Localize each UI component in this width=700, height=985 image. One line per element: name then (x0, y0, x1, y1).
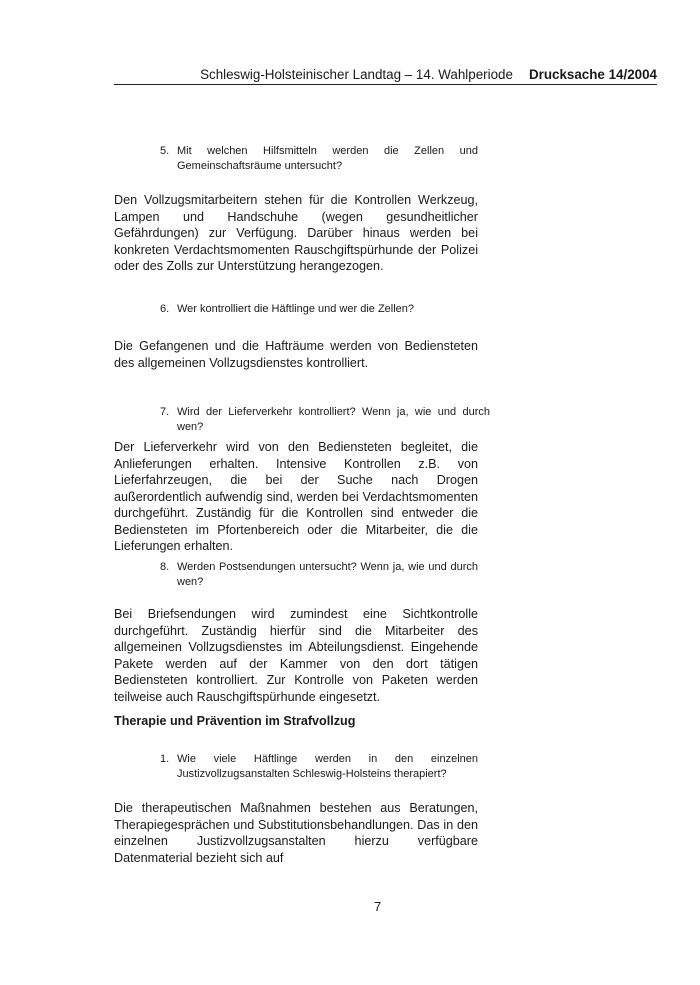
question-number: 5. (160, 145, 170, 157)
answer-6: Die Gefangenen und die Hafträume werden von Bediensteten des allgemeinen Vollzugsdienstes kontrolliert. (114, 339, 478, 370)
question-text: Wer kontrolliert die Häftlinge und wer die Zellen? (177, 303, 415, 315)
question-number: 8. (160, 561, 170, 573)
page-header (114, 66, 657, 83)
header-title: Schleswig-Holsteinischer Landtag – 14. Wahlperiode (200, 67, 513, 82)
question-7 (160, 405, 490, 435)
question-number: 1. (160, 753, 170, 765)
page-number: 7 (374, 899, 382, 914)
header-rule (114, 84, 657, 85)
header-document-number: Drucksache 14/2004 (528, 67, 657, 82)
section-answer-1: Die therapeutischen Maßnahmen bestehen aus Beratungen, Therapiegesprächen und Substitutionsbehandlungen. Das in den einzelnen Justizvollzugsanstalten hierzu verfügbare Datenmaterial bezieht sich auf (114, 801, 478, 865)
section-question-1 (160, 752, 478, 782)
answer-5: Den Vollzugsmitarbeitern stehen für die Kontrollen Werkzeug, Lampen und Handschuhe (wegen gesundheitlicher Gefährdungen) zur Verfügung. Darüber hinaus werden bei konkreten Verdachtsmomenten Rauschgiftspürhunde der Polizei oder des Zolls zur Unterstützung herangezogen. (114, 193, 478, 273)
answer-8: Bei Briefsendungen wird zumindest eine Sichtkontrolle durchgeführt. Zuständig hierfür sind die Mitarbeiter des allgemeinen Vollzugsdienstes im Abteilungsdienst. Eingehende Pakete werden auf der Kammer von den dort tätigen Bediensteten kontrolliert. Zur Kontrolle von Paketen werden teilweise auch Rauschgiftspürhunde eingesetzt. (114, 607, 478, 704)
question-8 (160, 560, 478, 590)
question-text: Wird der Lieferverkehr kontrolliert? Wenn ja, wie und durch wen? (177, 406, 490, 433)
question-text: Wie viele Häftlinge werden in den einzelnen Justizvollzugsanstalten Schleswig-Holsteins therapiert? (177, 753, 478, 780)
section-heading: Therapie und Prävention im Strafvollzug (114, 714, 356, 728)
question-text: Mit welchen Hilfsmitteln werden die Zellen und Gemeinschaftsräume untersucht? (177, 145, 478, 172)
question-text: Werden Postsendungen untersucht? Wenn ja, wie und durch wen? (177, 561, 478, 588)
question-6 (160, 302, 478, 317)
question-5 (160, 144, 478, 174)
question-number: 6. (160, 303, 170, 315)
answer-7: Der Lieferverkehr wird von den Bediensteten begleitet, die Anlieferungen erhalten. Intensive Kontrollen z.B. von Lieferfahrzeugen, die bei der Suche nach Drogen außerordentlich aufwendig sind, werden bei Verdachtsmomenten durchgeführt. Zuständig für die Kontrollen sind entweder die Bediensteten im Pfortenbereich oder die Mitarbeiter, die die Lieferungen erhalten. (114, 440, 478, 553)
question-number: 7. (160, 406, 170, 418)
